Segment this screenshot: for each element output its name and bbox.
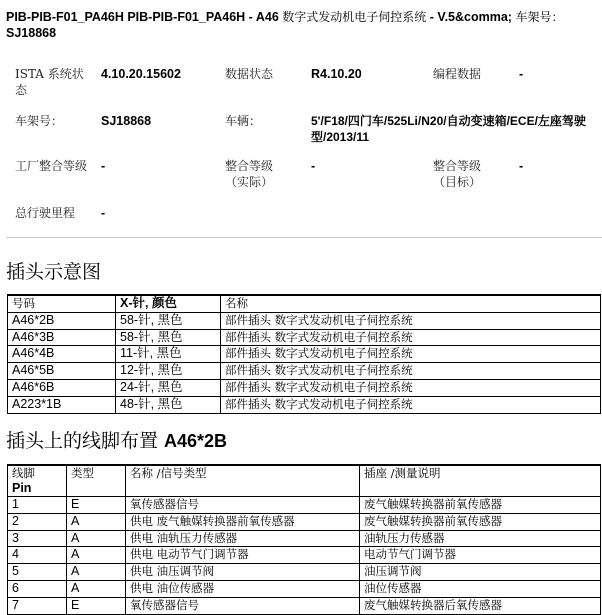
data-state-label: 数据状态 [225,67,274,81]
pin-socket: 电动节气门调节器 [360,547,601,564]
connector-id[interactable]: A46*3B [8,329,116,346]
table-row [8,597,601,614]
col-header-pin-cn: 线脚 [12,466,35,480]
data-state-value: R4.10.20 [311,67,362,81]
table-row [8,497,601,514]
connector-pins: 58-针, 黑色 [116,329,221,346]
pin-socket: 油位传感器 [360,580,601,597]
table-row [8,363,601,380]
target-integration-value: - [519,159,524,173]
actual-integration-value: - [311,159,316,173]
actual-integration-label: 整合等级（实际） [225,159,274,189]
connector-name: 部件插头 数字式发动机电子伺控系统 [221,329,601,346]
connector-name: 部件插头 数字式发动机电子伺控系统 [221,312,601,329]
title-ids: PIB-PIB-F01_PA46H PIB-PIB-F01_PA46H - A46 [6,10,279,24]
table-row [8,530,601,547]
program-data-label: 编程数据 [433,67,482,81]
program-data-value: - [519,67,524,81]
connector-id[interactable]: A46*2B [8,312,116,329]
pin-number: 3 [8,530,67,547]
pin-signal: 供电 油轨压力传感器 [126,530,360,547]
ista-status-value: 4.10.20.15602 [101,67,181,81]
col-header-number: 号码 [8,295,116,312]
pin-signal: 供电 电动节气门调节器 [126,547,360,564]
pin-type: A [67,530,126,547]
table-row [8,312,601,329]
pin-number: 1 [8,497,67,514]
vehicle-label: 车辆： [225,114,262,128]
title-version: - V.5&comma; [426,10,512,24]
connector-overview-heading: 插头示意图 [6,261,102,283]
pin-socket: 油轨压力传感器 [360,530,601,547]
pin-number: 6 [8,580,67,597]
connector-id[interactable]: A46*6B [8,379,116,396]
connector-name: 部件插头 数字式发动机电子伺控系统 [221,346,601,363]
mileage-label: 总行驶里程 [15,206,76,220]
vin-value: SJ18868 [101,114,152,128]
document-title [6,9,598,41]
pin-number: 4 [8,547,67,564]
col-header-type: 类型 [67,465,126,497]
pin-layout-heading-text: 插头上的线脚布置 [6,430,159,452]
pin-number: 5 [8,564,67,581]
pin-number: 7 [8,597,67,614]
pin-type: A [67,580,126,597]
col-header-pins-color: X-针, 颜色 [116,295,221,312]
connector-pins: 58-针, 黑色 [116,312,221,329]
table-row [8,580,601,597]
table-row [8,513,601,530]
pin-layout-heading [6,430,227,452]
connector-name: 部件插头 数字式发动机电子伺控系统 [221,363,601,380]
connector-id[interactable]: A223*1B [8,396,116,413]
pin-socket: 废气触媒转换器前氧传感器 [360,497,601,514]
connector-name: 部件插头 数字式发动机电子伺控系统 [221,396,601,413]
section-divider [6,237,602,238]
pin-type: E [67,597,126,614]
title-system: 数字式发动机电子伺控系统 [282,10,427,24]
table-header-row [8,295,601,312]
factory-integration-label: 工厂整合等级 [15,159,88,173]
title-vin: SJ18868 [6,26,57,40]
table-header-row [8,465,601,497]
pin-signal: 供电 油位传感器 [126,580,360,597]
table-row [8,329,601,346]
connector-pins: 11-针, 黑色 [116,346,221,363]
connector-name: 部件插头 数字式发动机电子伺控系统 [221,379,601,396]
ista-status-label: ISTA 系统状态 [15,67,84,97]
pin-signal: 氧传感器信号 [126,597,360,614]
pin-signal: 供电 油压调节阀 [126,564,360,581]
pin-signal: 氧传感器信号 [126,497,360,514]
pin-socket: 废气触媒转换器前氧传感器 [360,513,601,530]
col-header-pin [8,465,67,497]
connector-pins: 48-针, 黑色 [116,396,221,413]
connector-overview-table [7,294,601,414]
table-row [8,396,601,413]
pin-type: E [67,497,126,514]
pin-signal: 供电 废气触媒转换器前氧传感器 [126,513,360,530]
connector-id[interactable]: A46*5B [8,363,116,380]
pin-type: A [67,513,126,530]
col-header-socket: 插座 /测量说明 [360,465,601,497]
vin-label: 车架号： [15,114,64,128]
connector-pins: 24-针, 黑色 [116,379,221,396]
table-row [8,346,601,363]
vehicle-value: 5'/F18/四门车/525Li/N20/自动变速箱/ECE/左座驾驶型/2013/11 [311,114,586,144]
col-header-signal: 名称 /信号类型 [126,465,360,497]
target-integration-label: 整合等级（目标） [433,159,482,189]
pin-socket: 废气触媒转换器后氧传感器 [360,597,601,614]
connector-pins: 12-针, 黑色 [116,363,221,380]
pin-number: 2 [8,513,67,530]
table-row [8,379,601,396]
pin-socket: 油压调节阀 [360,564,601,581]
col-header-pin-en: Pin [12,481,32,495]
col-header-name: 名称 [221,295,601,312]
pin-layout-connector: A46*2B [164,431,228,451]
connector-id[interactable]: A46*4B [8,346,116,363]
table-row [8,564,601,581]
table-row [8,547,601,564]
pin-type: A [67,564,126,581]
title-vin-label: 车架号： [515,10,564,24]
factory-integration-value: - [101,159,106,173]
mileage-value: - [101,206,106,220]
pin-type: A [67,547,126,564]
pin-layout-table [7,464,601,615]
